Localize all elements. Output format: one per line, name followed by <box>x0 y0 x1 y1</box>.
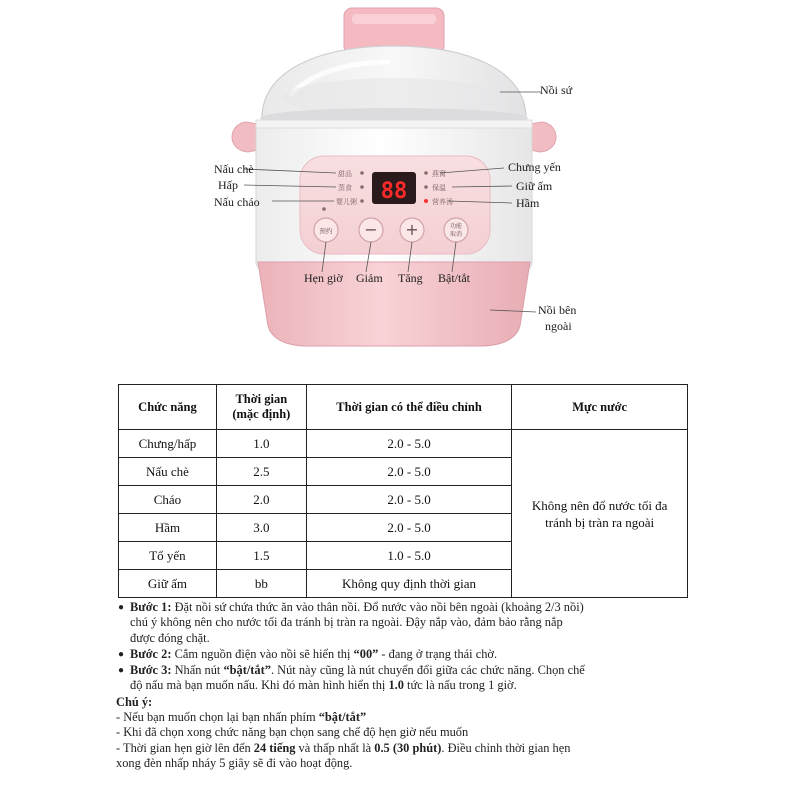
cell-adjust: 2.0 - 5.0 <box>306 430 512 458</box>
cell-water-note: Không nên đổ nước tối đa tránh bị tràn ra ngoài <box>512 430 688 598</box>
bullet-icon: ● <box>118 602 125 613</box>
callout-chung-yen: Chưng yến <box>508 160 561 174</box>
callout-tang: Tăng <box>398 271 423 285</box>
cell-default: 2.5 <box>216 458 306 486</box>
callout-nau-chao: Nấu cháo <box>214 195 260 209</box>
cell-adjust: 1.0 - 5.0 <box>306 542 512 570</box>
cell-function: Tổ yến <box>119 542 217 570</box>
led-display: 88 <box>380 179 408 204</box>
button-power[interactable] <box>444 218 468 242</box>
callout-noi-su: Nồi sứ <box>540 83 573 97</box>
right-handle <box>530 122 556 152</box>
left-handle <box>232 122 258 152</box>
product-figure <box>0 0 811 380</box>
cell-adjust: 2.0 - 5.0 <box>306 458 512 486</box>
plus-icon: + <box>405 220 419 239</box>
step-3: ● Bước 3: Nhấn nút “bật/tắt”. Nút này cũng là nút chuyển đổi giữa các chức năng. Chọn chế độ nấu mà bạn muốn nấu. Khi đó màn hình hiển thị 1.0 tức là nấu trong 1 giờ. <box>118 663 585 693</box>
callout-noi-ben-ngoai-1: Nồi bên <box>538 303 577 317</box>
cell-default: 1.0 <box>216 430 306 458</box>
callout-bat-tat: Bật/tắt <box>438 271 470 285</box>
cell-default: 2.0 <box>216 486 306 514</box>
cell-function: Chưng/hấp <box>119 430 217 458</box>
table-header-row <box>119 385 688 430</box>
cooker-base <box>258 262 530 346</box>
svg-text:燕窝: 燕窝 <box>432 170 446 178</box>
svg-text:保温: 保温 <box>432 184 446 192</box>
svg-text:功能: 功能 <box>449 223 463 230</box>
cell-default: bb <box>216 570 306 598</box>
callout-noi-ben-ngoai-2: ngoài <box>545 319 572 333</box>
button-reserve[interactable] <box>314 218 338 242</box>
button-decrease[interactable] <box>359 218 383 242</box>
svg-text:蒸食: 蒸食 <box>338 184 352 192</box>
bullet-icon: ● <box>118 648 125 660</box>
note-1: - Nếu bạn muốn chọn lại bạn nhấn phím “bật/tắt” <box>116 710 367 725</box>
cell-adjust: 2.0 - 5.0 <box>306 514 512 542</box>
minus-icon: − <box>364 220 378 239</box>
svg-text:取消: 取消 <box>449 231 463 238</box>
note-2: - Khi đã chọn xong chức năng bạn chọn sang chế độ hẹn giờ nếu muốn <box>116 725 469 740</box>
cell-function: Cháo <box>119 486 217 514</box>
callout-hap: Hấp <box>218 178 238 192</box>
button-increase[interactable] <box>400 218 424 242</box>
glass-lid <box>260 46 528 128</box>
bullet-icon: ● <box>118 665 125 677</box>
callout-nau-che: Nấu chè <box>214 162 254 176</box>
cell-default: 3.0 <box>216 514 306 542</box>
svg-text:婴儿粥: 婴儿粥 <box>336 198 357 206</box>
header-default-time: Thời gian (mặc định) <box>216 385 306 430</box>
cell-function: Nấu chè <box>119 458 217 486</box>
svg-text:预约: 预约 <box>319 227 333 235</box>
header-water-level: Mực nước <box>512 385 688 430</box>
callout-ham: Hầm <box>516 196 540 210</box>
cell-default: 1.5 <box>216 542 306 570</box>
note-3: - Thời gian hẹn giờ lên đến 24 tiếng và thấp nhất là 0.5 (30 phút). Điều chỉnh thời gian hẹn xong đèn nhấp nháy 5 giây sẽ đi vào hoạt động. <box>116 740 571 770</box>
callout-hen-gio: Hẹn giờ <box>304 271 343 285</box>
cell-adjust: 2.0 - 5.0 <box>306 486 512 514</box>
instructions-section <box>116 600 706 771</box>
cell-adjust: Không quy định thời gian <box>306 570 512 598</box>
callout-giam: Giảm <box>356 271 383 285</box>
header-function: Chức năng <box>119 385 217 430</box>
slow-cooker-illustration <box>0 0 811 380</box>
step-1: ● Bước 1: Đặt nồi sứ chứa thức ăn vào thân nồi. Đổ nước vào nồi bên ngoài (khoảng 2/3 nồi) chú ý không nên cho nước tối đa tránh bị tràn ra ngoài. Đậy nắp vào, đảm bảo rằng nắp được đóng chặt. <box>118 600 584 645</box>
cooking-function-table <box>118 384 688 598</box>
svg-text:营养汤: 营养汤 <box>432 198 453 206</box>
cell-function: Giữ ấm <box>119 570 217 598</box>
header-adjustable-time: Thời gian có thể điều chỉnh <box>306 385 512 430</box>
step-2: ● Bước 2: Cắm nguồn điện vào nồi sẽ hiển thị “00” - đang ở trạng thái chờ. <box>118 646 498 661</box>
table-row <box>119 430 688 458</box>
svg-text:甜品: 甜品 <box>338 170 352 178</box>
cell-function: Hầm <box>119 514 217 542</box>
note-title: Chú ý: <box>116 694 153 709</box>
callout-giu-am: Giữ ấm <box>516 179 553 193</box>
